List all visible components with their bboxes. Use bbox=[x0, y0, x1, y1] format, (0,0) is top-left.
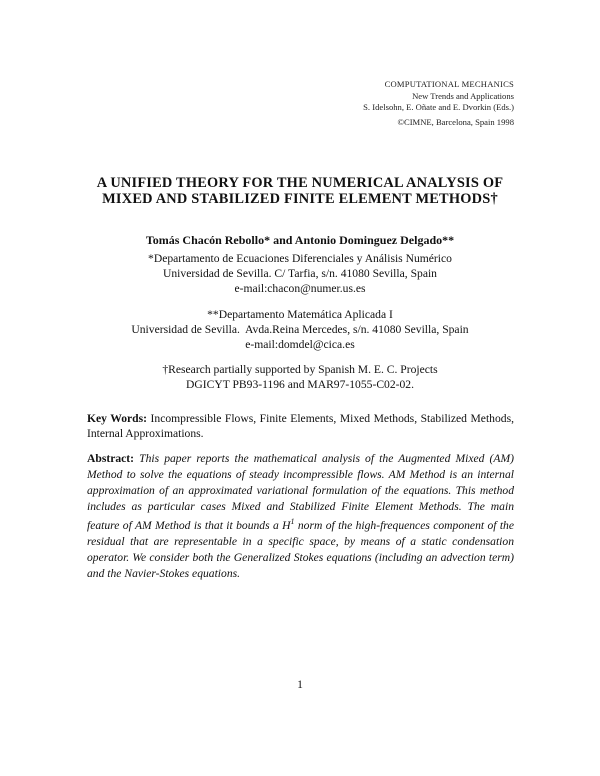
funding-line-1: †Research partially supported by Spanish M. E. C. Projects bbox=[162, 363, 438, 376]
affiliation-2-email: e-mail:domdel@cica.es bbox=[245, 338, 355, 352]
norm-symbol: H bbox=[282, 519, 291, 533]
affiliation-1-address: Universidad de Sevilla. C/ Tarfia, s/n. 41080 Sevilla, Spain bbox=[163, 267, 437, 281]
affiliation-1 bbox=[60, 251, 540, 297]
paper-title: A UNIFIED THEORY FOR THE NUMERICAL ANALYSIS OF MIXED AND STABILIZED FINITE ELEMENT METHODS† bbox=[96, 175, 504, 207]
norm-exponent: 1 bbox=[290, 517, 295, 527]
keywords-text: Incompressible Flows, Finite Elements, Mixed Methods, Stabilized Methods, Internal Approximations. bbox=[87, 412, 514, 441]
series-subtitle: New Trends and Applications bbox=[412, 90, 514, 101]
series-name: COMPUTATIONAL MECHANICS bbox=[384, 79, 514, 89]
abstract-text-part1: This paper reports the mathematical analysis of the Augmented Mixed (AM) Method to solve the equations of steady incompressible flows. AM Method is an internal approximation of an approximated variational formulation of the equations. This method includes as particular cases Mixed and Stabilized Finite Element Methods. The main feature of AM Method is that it bounds a bbox=[87, 452, 514, 533]
funding-note bbox=[60, 362, 540, 392]
affiliation-2-address: Universidad de Sevilla. Avda.Reina Mercedes, s/n. 41080 Sevilla, Spain bbox=[131, 323, 469, 337]
conference-header bbox=[363, 79, 514, 128]
editors-line: S. Idelsohn, E. Oñate and E. Dvorkin (Eds.) bbox=[363, 102, 514, 113]
funding-line-2: DGICYT PB93-1196 and MAR97-1055-C02-02. bbox=[185, 378, 414, 392]
affiliation-2 bbox=[60, 307, 540, 353]
abstract-text-part2: norm of the high-frequences component of the residual that are representable in a specific space, by means of a static condensation operator. We consider both the Generalized Stokes equations (including an advection term) and the Navier-Stokes equations. bbox=[87, 519, 514, 581]
affiliation-1-email: e-mail:chacon@numer.us.es bbox=[234, 282, 366, 296]
affiliation-1-department: *Departamento de Ecuaciones Diferenciales y Análisis Numérico bbox=[148, 252, 452, 265]
keywords-label: Key Words: bbox=[87, 412, 147, 425]
paper-authors: Tomás Chacón Rebollo* and Antonio Dominguez Delgado** bbox=[145, 233, 455, 247]
copyright-line: ©CIMNE, Barcelona, Spain 1998 bbox=[397, 116, 514, 127]
affiliation-2-department: **Departamento Matemática Aplicada I bbox=[207, 308, 393, 321]
keywords-paragraph bbox=[87, 411, 514, 441]
abstract-label: Abstract: bbox=[87, 452, 135, 465]
abstract-text bbox=[87, 452, 514, 580]
abstract-paragraph bbox=[87, 451, 514, 582]
page-number: 1 bbox=[297, 678, 303, 691]
